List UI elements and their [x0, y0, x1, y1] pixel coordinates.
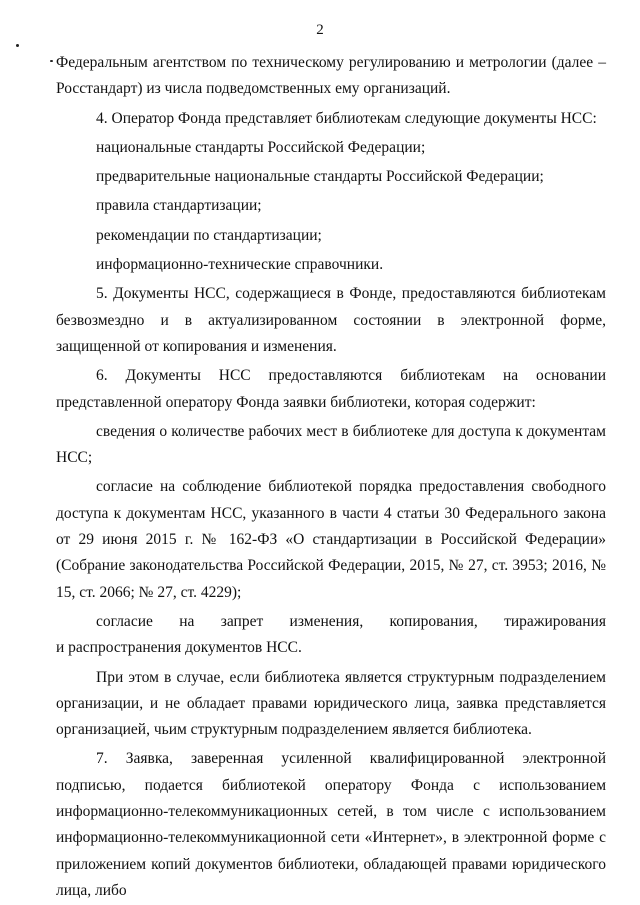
- paragraph-item-4: 4. Оператор Фонда представляет библиотекам следующие документы НСС:: [96, 109, 597, 127]
- list-item-national-standards: национальные стандарты Российской Федерации;: [96, 138, 426, 156]
- list-item-technical-handbooks: информационно-технические справочники.: [96, 256, 384, 274]
- paragraph-structural-unit: При этом в случае, если библиотека является структурным подразделением организации, и не обладает правами юридического лица, заявка представляется организацией, чьим структурным подразделением является библиотека.: [56, 668, 606, 739]
- paragraph-item-5: 5. Документы НСС, содержащиеся в Фонде, предоставляются библиотекам безвозмездно и в актуализированном состоянии в электронной форме, защищенной от копирования и изменения.: [56, 285, 606, 355]
- paragraph-item-6-line-1: 6. Документы НСС предоставляются библиотекам на основании: [96, 367, 606, 385]
- paragraph-rosstandart-continuation: Федеральным агентством по техническому регулированию и метрологии (далее – Росстандарт) из числа подведомственных ему организаций.: [56, 54, 606, 98]
- list-item-workplaces: сведения о количестве рабочих мест в библиотеке для доступа к документам НСС;: [56, 422, 606, 467]
- scan-dot-mark: [16, 44, 19, 47]
- scan-dot-mark: [50, 60, 53, 62]
- document-body: [56, 50, 606, 904]
- paragraph-item-7: 7. Заявка, заверенная усиленной квалифицированной электронной подписью, подается библиотекой оператору Фонда с использованием информационно-телекоммуникационных сетей, в том числе с использованием информационно-телекоммуникационной сети «Интернет», в электронной форме с приложением копий документов библиотеки, обладающей правами юридического лица, либо: [56, 750, 606, 899]
- list-item-free-access-consent: согласие на соблюдение библиотекой порядка предоставления свободного доступа к документам НСС, указанного в части 4 статьи 30 Федерального закона от 29 июня 2015 г. № 162-ФЗ «О стандартизации в Российской Федерации» (Собрание законодательства Российской Федерации, 2015, № 27, ст. 3953; 2016, № 15, ст. 2066; № 27, ст. 4229);: [56, 478, 606, 601]
- paragraph-item-6-line-2: представленной оператору Фонда заявки библиотеки, которая содержит:: [56, 393, 536, 411]
- list-item-copy-ban-consent-line-2: и распространения документов НСС.: [56, 639, 302, 657]
- page-number: 2: [316, 22, 324, 38]
- list-item-standardization-rules: правила стандартизации;: [96, 197, 262, 215]
- list-item-preliminary-standards: предварительные национальные стандарты Российской Федерации;: [96, 168, 544, 186]
- list-item-standardization-recommendations: рекомендации по стандартизации;: [96, 226, 322, 244]
- list-item-copy-ban-consent-line-1: согласие на запрет изменения, копирования, тиражирования: [96, 612, 606, 630]
